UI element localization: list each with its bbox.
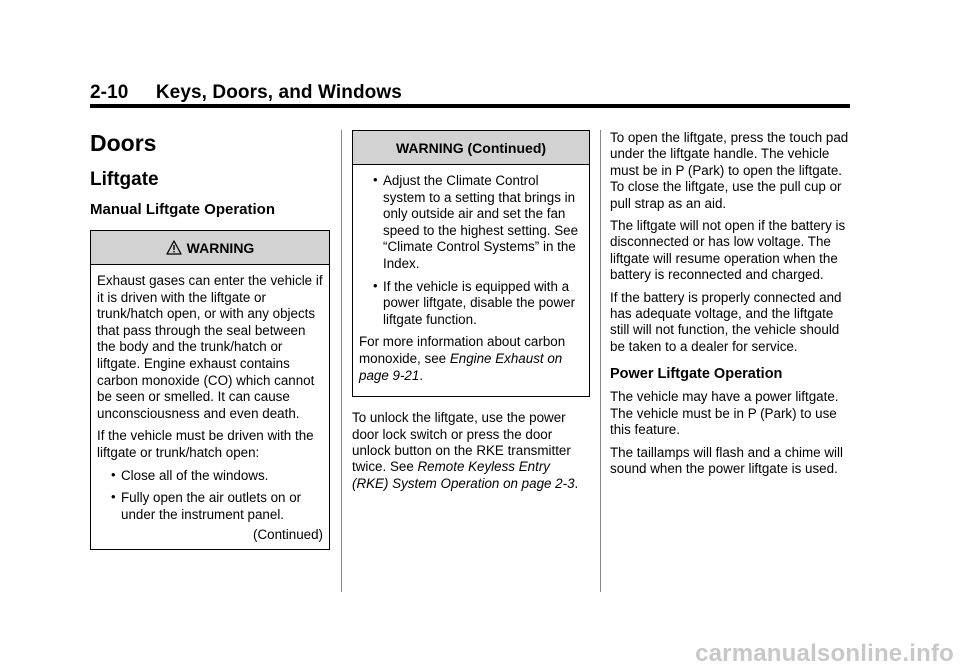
paragraph: To open the liftgate, press the touch pad under the liftgate handle. The vehicle must be in P (Park) to open the liftgate. To close the liftgate, use the pull cup or pull strap as an aid. [610, 130, 849, 211]
list-item: • If the vehicle is equipped with a power liftgate, disable the power liftgate function. [359, 279, 583, 329]
paragraph: The vehicle may have a power liftgate. The vehicle must be in P (Park) to use this feature. [610, 389, 839, 438]
page-number: 2-10 [90, 82, 129, 103]
heading-doors: Doors [90, 130, 157, 156]
warning-triangle-icon [166, 240, 182, 255]
warning-paragraph: If the vehicle must be driven with the liftgate or trunk/hatch open: [97, 428, 314, 460]
paragraph-text: For more information about carbon monoxide, see [359, 334, 566, 366]
cross-reference-link[interactable]: Engine Exhaust on page 9-21 [359, 350, 563, 383]
warning-box-continued [352, 130, 590, 397]
list-item: • Fully open the air outlets on or under the instrument panel. [97, 490, 323, 523]
list-item: • Close all of the windows. [97, 468, 323, 485]
paragraph: The taillamps will flash and a chime will sound when the power liftgate is used. [610, 444, 843, 476]
warning-body [91, 265, 329, 549]
warning-title-bar [353, 131, 589, 165]
paragraph: If the battery is properly connected and has adequate voltage, and the liftgate still will not function, the vehicle should be taken to a dealer for service. [610, 289, 842, 354]
warning-title-bar [91, 231, 329, 265]
paragraph-text: To unlock the liftgate, use the power door lock switch or press the door unlock button on the RKE transmitter twice. See [352, 410, 571, 475]
warning-bullet-list [97, 468, 323, 524]
warning-title: WARNING (Continued) [395, 139, 547, 156]
paragraph-text: . [419, 367, 424, 383]
warning-body [353, 165, 589, 396]
watermark: carmanualsonline.info [695, 640, 954, 667]
header-rule [90, 104, 850, 108]
paragraph-text: . [574, 475, 579, 491]
warning-paragraph [359, 334, 583, 384]
section-title: Keys, Doors, and Windows [155, 82, 402, 103]
heading-manual-liftgate: Manual Liftgate Operation [90, 201, 276, 218]
warning-bullet-list [359, 173, 583, 328]
column-3 [610, 130, 850, 483]
column-divider [341, 130, 342, 592]
warning-paragraph: Exhaust gases can enter the vehicle if it is driven with the liftgate or trunk/hatch open, or with any objects that pass through the seal between the body and the trunk/hatch or liftgate. Engine exhaust contains carbon monoxide (CO) which cannot be seen or smelled. It can cause unconsciousness and even death. [97, 273, 323, 421]
heading-liftgate: Liftgate [90, 169, 159, 190]
column-1 [90, 130, 330, 550]
paragraph-unlock-liftgate [352, 410, 590, 492]
list-item: • Adjust the Climate Control system to a setting that brings in only outside air and set the fan speed to the highest setting. See “Climate Control Systems” in the Index. [359, 173, 583, 273]
continued-label: (Continued) [253, 527, 323, 543]
column-2 [352, 130, 590, 498]
paragraph: The liftgate will not open if the battery is disconnected or has low voltage. The liftgate will resume operation when the battery is reconnected and charged. [610, 218, 846, 283]
heading-power-liftgate: Power Liftgate Operation [610, 366, 783, 383]
column-divider [600, 130, 601, 592]
warning-box [90, 230, 330, 550]
cross-reference-link[interactable]: Remote Keyless Entry (RKE) System Operation on page 2-3 [352, 459, 575, 491]
page-header [90, 82, 402, 104]
warning-title: WARNING [186, 239, 255, 256]
